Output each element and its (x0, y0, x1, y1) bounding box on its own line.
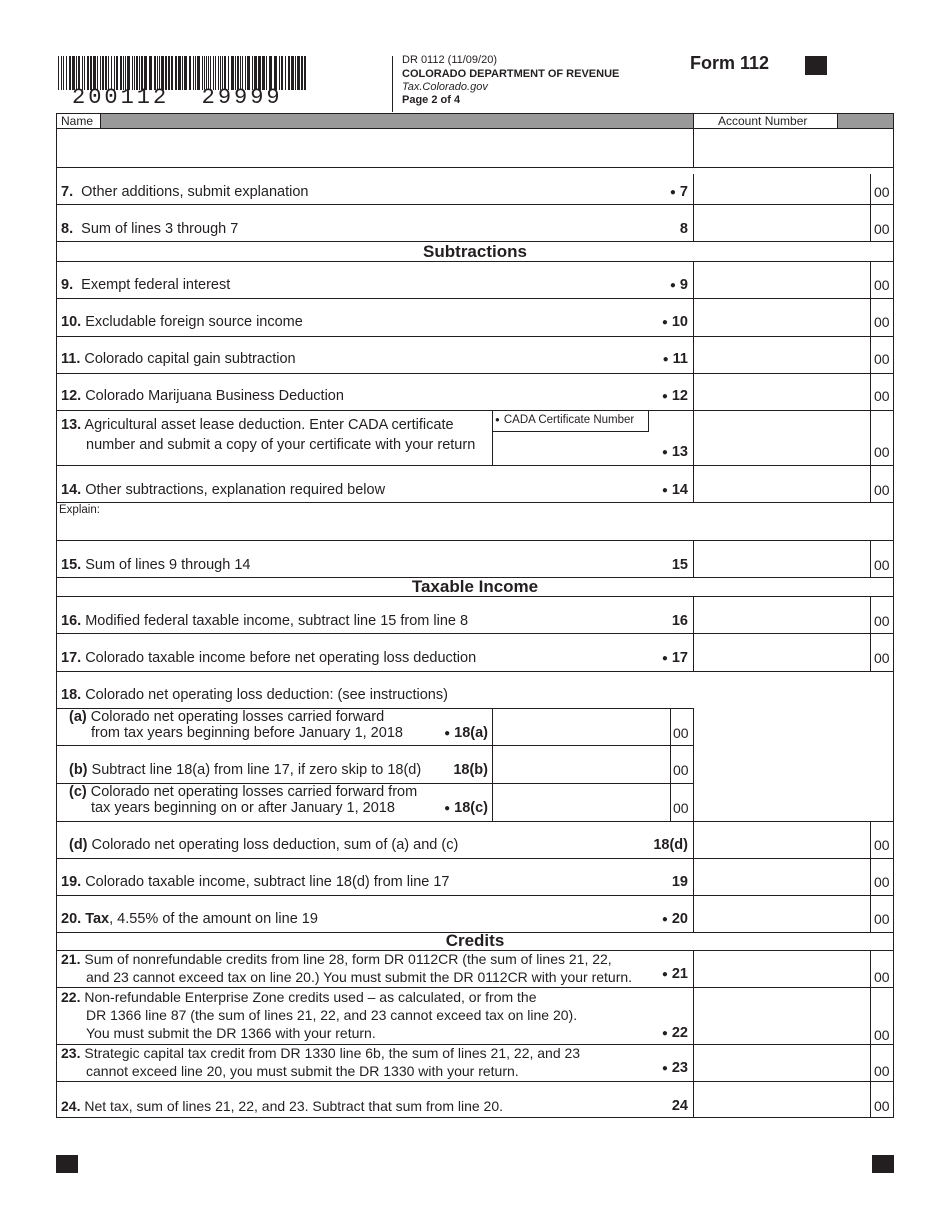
account-number-field[interactable] (694, 130, 893, 167)
line-20-label (61, 911, 318, 928)
row-rule (56, 1081, 894, 1082)
line-18b-cents: 00 (673, 762, 689, 778)
line-16-box-number: 16 (671, 613, 688, 629)
line-11-number: 11. (61, 351, 81, 367)
line-21-amount[interactable] (694, 958, 869, 987)
line-18b-label (69, 762, 421, 779)
subtractions-heading: Subtractions (423, 242, 527, 261)
line-16-label (61, 613, 468, 630)
cents-col-line (870, 540, 871, 578)
line-16-number: 16. (61, 613, 82, 629)
line-10-cents: 00 (874, 314, 890, 330)
line-24-number: 24. (61, 1098, 81, 1114)
page-number: Page 2 of 4 (402, 94, 461, 106)
line-8-number: 8. (61, 221, 74, 237)
line-24-box-number: 24 (671, 1098, 688, 1114)
line-20-amount[interactable] (694, 903, 869, 932)
line-18b-amount[interactable] (493, 746, 669, 782)
row-rule (56, 633, 894, 634)
line-19-amount[interactable] (694, 866, 869, 895)
line-19-number: 19. (61, 874, 82, 890)
line-18-number: 18. (61, 687, 82, 703)
line-9-label (61, 277, 230, 294)
line-8-box-number: 8 (679, 221, 688, 237)
line-13-text-2: number and submit a copy of your certificate with your return (86, 437, 476, 453)
line-15-text: Sum of lines 9 through 14 (85, 557, 251, 573)
barcode-digits: 200112 29999 (72, 85, 283, 110)
line-16-text: Modified federal taxable income, subtract line 15 from line 8 (85, 613, 469, 629)
line-21-label (61, 951, 612, 968)
line-7-text: Other additions, submit explanation (81, 184, 309, 200)
line-18a-part: (a) (69, 709, 87, 725)
row-rule (56, 298, 894, 299)
line-14-label (61, 482, 385, 499)
line-22-text-3: You must submit the DR 1366 with your return. (86, 1025, 376, 1041)
line-18a-amount[interactable] (493, 709, 669, 744)
line-18c-part: (c) (69, 784, 87, 800)
subbox-line (670, 708, 671, 821)
website: Tax.Colorado.gov (402, 81, 488, 93)
line-21-text-2: and 23 cannot exceed tax on line 20.) You must submit the DR 0112CR with your return. (86, 969, 633, 985)
line-8-text: Sum of lines 3 through 7 (81, 221, 239, 237)
line-11-label (61, 351, 296, 368)
row-rule (56, 596, 894, 597)
line-24-text: Net tax, sum of lines 21, 22, and 23. Subtract that sum from line 20. (84, 1098, 504, 1114)
row-rule (56, 410, 894, 411)
line-13-number: 13. (61, 417, 82, 433)
cada-label: ● CADA Certificate Number (495, 414, 635, 426)
form-title: Form 112 (690, 53, 770, 73)
line-22-text-1: Non-refundable Enterprise Zone credits used – as calculated, or from the (84, 989, 537, 1005)
line-10-text: Excludable foreign source income (85, 314, 303, 330)
line-23-text-1: Strategic capital tax credit from DR 1330 line 6b, the sum of lines 21, 22, and 23 (84, 1045, 581, 1061)
line-8-amount[interactable] (694, 212, 869, 241)
row-rule (56, 1117, 894, 1118)
registration-mark-bottom-left (56, 1155, 78, 1173)
line-23-number: 23. (61, 1045, 81, 1061)
line-18c-box-number: ● 18(c) (444, 800, 488, 816)
line-17-label (61, 650, 476, 667)
line-12-text: Colorado Marijuana Business Deduction (85, 388, 344, 404)
line-23-text-2: cannot exceed line 20, you must submit the DR 1330 with your return. (86, 1063, 519, 1079)
line-12-amount[interactable] (694, 380, 869, 409)
line-13-text-1: Agricultural asset lease deduction. Enter CADA certificate (84, 417, 454, 433)
amount-col-line (693, 113, 694, 168)
line-12-cents: 00 (874, 388, 890, 404)
frame-left (56, 113, 57, 1118)
line-7-label (61, 184, 308, 201)
row-rule (56, 671, 894, 672)
cents-col-line (870, 950, 871, 1118)
line-18c-cents: 00 (673, 800, 689, 816)
line-15-amount[interactable] (694, 548, 869, 577)
line-10-number: 10. (61, 314, 82, 330)
explain-label: Explain: (59, 504, 100, 516)
line-14-number: 14. (61, 482, 82, 498)
line-22-cents: 00 (874, 1027, 890, 1043)
line-17-text: Colorado taxable income before net operating loss deduction (85, 650, 477, 666)
line-14-cents: 00 (874, 482, 890, 498)
line-14-text: Other subtractions, explanation required below (85, 482, 386, 498)
row-rule (56, 373, 894, 374)
line-24-amount[interactable] (694, 1089, 869, 1117)
line-15-number: 15. (61, 557, 82, 573)
line-13-label (61, 417, 454, 434)
row-rule (56, 167, 894, 168)
line-8-cents: 00 (874, 221, 890, 237)
line-23-label (61, 1045, 580, 1062)
line-21-cents: 00 (874, 969, 890, 985)
line-22-text-2: DR 1366 line 87 (the sum of lines 21, 22, and 23 cannot exceed tax on line 20). (86, 1007, 578, 1023)
line-21-number: 21. (61, 951, 81, 967)
line-18b-part: (b) (69, 762, 88, 778)
line-22-box-number: ● 22 (661, 1025, 688, 1041)
line-7-amount[interactable] (694, 175, 869, 204)
line-9-text: Exempt federal interest (81, 277, 231, 293)
line-20-number: 20. (61, 911, 82, 927)
line-15-cents: 00 (874, 557, 890, 573)
line-9-number: 9. (61, 277, 74, 293)
line-11-text: Colorado capital gain subtraction (84, 351, 296, 367)
line-19-label (61, 874, 450, 891)
line-16-cents: 00 (874, 613, 890, 629)
line-22-number: 22. (61, 989, 81, 1005)
line-23-cents: 00 (874, 1063, 890, 1079)
line-9-amount[interactable] (694, 269, 869, 298)
line-18a-box-number: ● 18(a) (444, 725, 488, 741)
cada-box-line (648, 410, 649, 432)
line-17-cents: 00 (874, 650, 890, 666)
row-rule (56, 465, 894, 466)
line-14-amount[interactable] (694, 473, 869, 502)
line-18-text: Colorado net operating loss deduction: (see instructions) (85, 687, 448, 703)
line-12-label (61, 388, 344, 405)
line-21-text-1: Sum of nonrefundable credits from line 28, form DR 0112CR (the sum of lines 21, 22, (84, 951, 612, 967)
row-rule (56, 858, 894, 859)
line-17-amount[interactable] (694, 641, 869, 670)
line-23-box-number: ● 23 (661, 1060, 688, 1076)
line-19-box-number: 19 (671, 874, 688, 890)
line-18c-amount[interactable] (493, 784, 669, 820)
line-18d-cents: 00 (874, 837, 890, 853)
line-13-box-number: ● 13 (661, 444, 688, 460)
line-18b-box-number: 18(b) (453, 762, 488, 778)
line-8-label (61, 221, 238, 238)
registration-mark-bottom-right (872, 1155, 894, 1173)
line-11-cents: 00 (874, 351, 890, 367)
row-rule (56, 895, 894, 896)
line-15-label (61, 557, 250, 574)
line-18-label (61, 687, 448, 704)
cada-certificate-field[interactable] (493, 432, 669, 464)
line-18c-label (69, 784, 417, 801)
line-18a-text-2: from tax years beginning before January 1, 2018 (91, 725, 403, 741)
line-10-label (61, 314, 303, 331)
line-17-box-number: ● 17 (661, 650, 688, 666)
line-20-text: , 4.55% of the amount on line 19 (109, 911, 318, 927)
line-12-number: 12. (61, 388, 82, 404)
name-label: Name (61, 114, 94, 128)
department-name: COLORADO DEPARTMENT OF REVENUE (402, 68, 620, 80)
line-22-label (61, 989, 537, 1006)
line-24-label (61, 1098, 503, 1115)
header-divider (392, 56, 393, 112)
row-rule (56, 987, 894, 988)
line-24-cents: 00 (874, 1098, 890, 1114)
row-rule (56, 204, 894, 205)
line-15-box-number: 15 (671, 557, 688, 573)
line-23-amount[interactable] (694, 1052, 869, 1081)
line-9-box-number: ● 9 (669, 277, 688, 293)
line-18d-box-number: 18(d) (653, 837, 688, 853)
frame-right (893, 113, 894, 1118)
line-18d-part: (d) (69, 837, 88, 853)
line-16-amount[interactable] (694, 604, 869, 633)
line-7-cents: 00 (874, 184, 890, 200)
line-18d-label (69, 837, 458, 854)
line-20-box-number: ● 20 (661, 911, 688, 927)
line-20-bold: Tax (85, 911, 110, 927)
taxable-income-heading: Taxable Income (411, 577, 539, 596)
line-18a-cents: 00 (673, 725, 689, 741)
name-field[interactable] (57, 130, 693, 167)
cents-col-line (870, 174, 871, 242)
explanation-field[interactable] (57, 503, 893, 539)
line-10-box-number: ● 10 (661, 314, 688, 330)
line-12-box-number: ● 12 (661, 388, 688, 404)
account-label: Account Number (718, 114, 808, 128)
line-13-cents: 00 (874, 444, 890, 460)
line-19-text: Colorado taxable income, subtract line 18(d) from line 17 (85, 874, 450, 890)
line-22-amount[interactable] (694, 1010, 869, 1043)
line-13-amount[interactable] (694, 430, 869, 464)
line-17-number: 17. (61, 650, 82, 666)
line-18c-text-2: tax years beginning on or after January 1, 2018 (91, 800, 395, 816)
line-20-cents: 00 (874, 911, 890, 927)
row-rule (56, 336, 894, 337)
row-rule (56, 540, 894, 541)
line-11-box-number: ● 11 (662, 351, 688, 367)
line-9-cents: 00 (874, 277, 890, 293)
cents-col-line (870, 821, 871, 933)
line-10-amount[interactable] (694, 306, 869, 335)
registration-mark (805, 56, 827, 75)
line-18d-text: Colorado net operating loss deduction, sum of (a) and (c) (91, 837, 459, 853)
line-18d-amount[interactable] (694, 829, 869, 858)
row-rule (56, 261, 894, 262)
line-18b-text: Subtract line 18(a) from line 17, if zero skip to 18(d) (91, 762, 422, 778)
line-14-box-number: ● 14 (661, 482, 688, 498)
credits-heading: Credits (445, 931, 505, 950)
line-18a-text-1: Colorado net operating losses carried forward (90, 709, 385, 725)
line-21-box-number: ● 21 (661, 966, 688, 982)
line-19-cents: 00 (874, 874, 890, 890)
line-18a-label (69, 709, 384, 726)
line-11-amount[interactable] (694, 343, 869, 372)
line-7-number: 7. (61, 184, 74, 200)
form-id: DR 0112 (11/09/20) (402, 54, 497, 66)
amount-col-line (693, 708, 694, 821)
line-18c-text-1: Colorado net operating losses carried forward from (90, 784, 418, 800)
row-rule (56, 821, 894, 822)
line-7-box-number: ● 7 (669, 184, 688, 200)
